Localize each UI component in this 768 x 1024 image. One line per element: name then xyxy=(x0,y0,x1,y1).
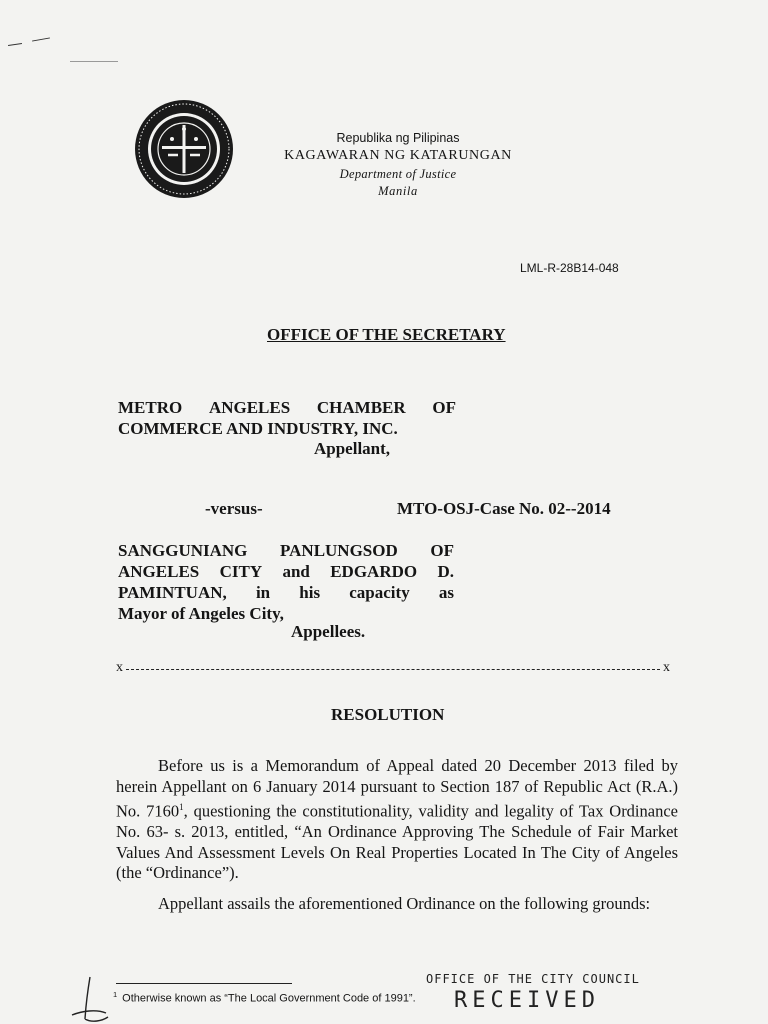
department-name-tagalog: KAGAWARAN NG KATARUNGAN xyxy=(284,148,512,163)
scan-mark xyxy=(32,37,50,41)
appellees-word: his xyxy=(299,583,321,602)
paragraph-text: Before us is a Memorandum of Appeal dated 20 December 2013 filed by herein Appellant on 6 January 2014 pursuant to Section 187 of Republic Act (R.A.) No. 7160 xyxy=(116,756,678,821)
appellees-word: ANGELES xyxy=(118,562,200,581)
appellees-word: CITY xyxy=(219,562,263,581)
divider-x-right: x xyxy=(663,660,670,675)
reference-number: LML-R-28B14-048 xyxy=(520,261,619,275)
versus-label: -versus- xyxy=(205,499,263,518)
resolution-title: RESOLUTION xyxy=(331,705,445,724)
appellees-word: in xyxy=(255,583,271,602)
appellees-word: D. xyxy=(437,562,454,581)
body-paragraph-2: Appellant assails the aforementioned Ordinance on the following grounds: xyxy=(158,894,651,913)
appellees-word: and xyxy=(282,562,310,581)
appellant-word: CHAMBER xyxy=(316,398,406,417)
divider-dashes xyxy=(126,669,660,670)
appellees-name-line4: Mayor of Angeles City, xyxy=(118,604,284,623)
footnote-reference: 1 xyxy=(179,802,184,813)
appellant-word: OF xyxy=(432,398,456,417)
appellees-word: PANLUNGSOD xyxy=(280,541,398,560)
case-number: MTO-OSJ-Case No. 02--2014 xyxy=(397,499,611,518)
republic-heading: Republika ng Pilipinas xyxy=(336,131,460,145)
caption-divider xyxy=(116,661,670,677)
city-name: Manila xyxy=(378,184,418,198)
footnote-rule xyxy=(116,983,292,984)
appellees-word: capacity xyxy=(349,583,410,602)
appellant-role: Appellant, xyxy=(314,439,391,458)
appellees-word: OF xyxy=(430,541,454,560)
scan-mark xyxy=(70,61,118,62)
paragraph-text: , questioning the constitutionality, validity and legality of Tax Ordinance No. 63- s. 2013, entitled, “An Ordinance Approving The Schedule of Fair Market Values And Assessment Levels On Real Properties Located In The City of Angeles (the “Ordinance”). xyxy=(116,801,678,883)
body-paragraph-1 xyxy=(116,756,678,884)
appellant-name-line2: COMMERCE AND INDUSTRY, INC. xyxy=(118,419,398,438)
appellees-word: EDGARDO xyxy=(330,562,418,581)
appellant-word: METRO xyxy=(118,398,183,417)
appellant-word: ANGELES xyxy=(208,398,291,417)
appellees-word: SANGGUNIANG xyxy=(118,541,248,560)
received-stamp-label: RECEIVED xyxy=(454,988,600,1013)
received-stamp-office: OFFICE OF THE CITY COUNCIL xyxy=(426,972,640,986)
footnote xyxy=(113,990,416,1005)
appellant-name xyxy=(118,397,456,439)
appellees-name xyxy=(118,540,454,624)
footnote-number: 1 xyxy=(113,990,118,999)
department-of-justice-seal xyxy=(134,99,234,199)
office-title: OFFICE OF THE SECRETARY xyxy=(267,325,506,344)
scan-mark xyxy=(8,43,22,46)
department-name-english: Department of Justice xyxy=(339,167,457,181)
appellees-role: Appellees. xyxy=(291,622,366,641)
footnote-text: Otherwise known as “The Local Government Code of 1991”. xyxy=(122,992,416,1005)
appellees-word: PAMINTUAN, xyxy=(118,583,227,602)
appellees-word: as xyxy=(438,583,454,602)
divider-x-left: x xyxy=(116,660,123,675)
handwritten-initial xyxy=(62,975,112,1024)
